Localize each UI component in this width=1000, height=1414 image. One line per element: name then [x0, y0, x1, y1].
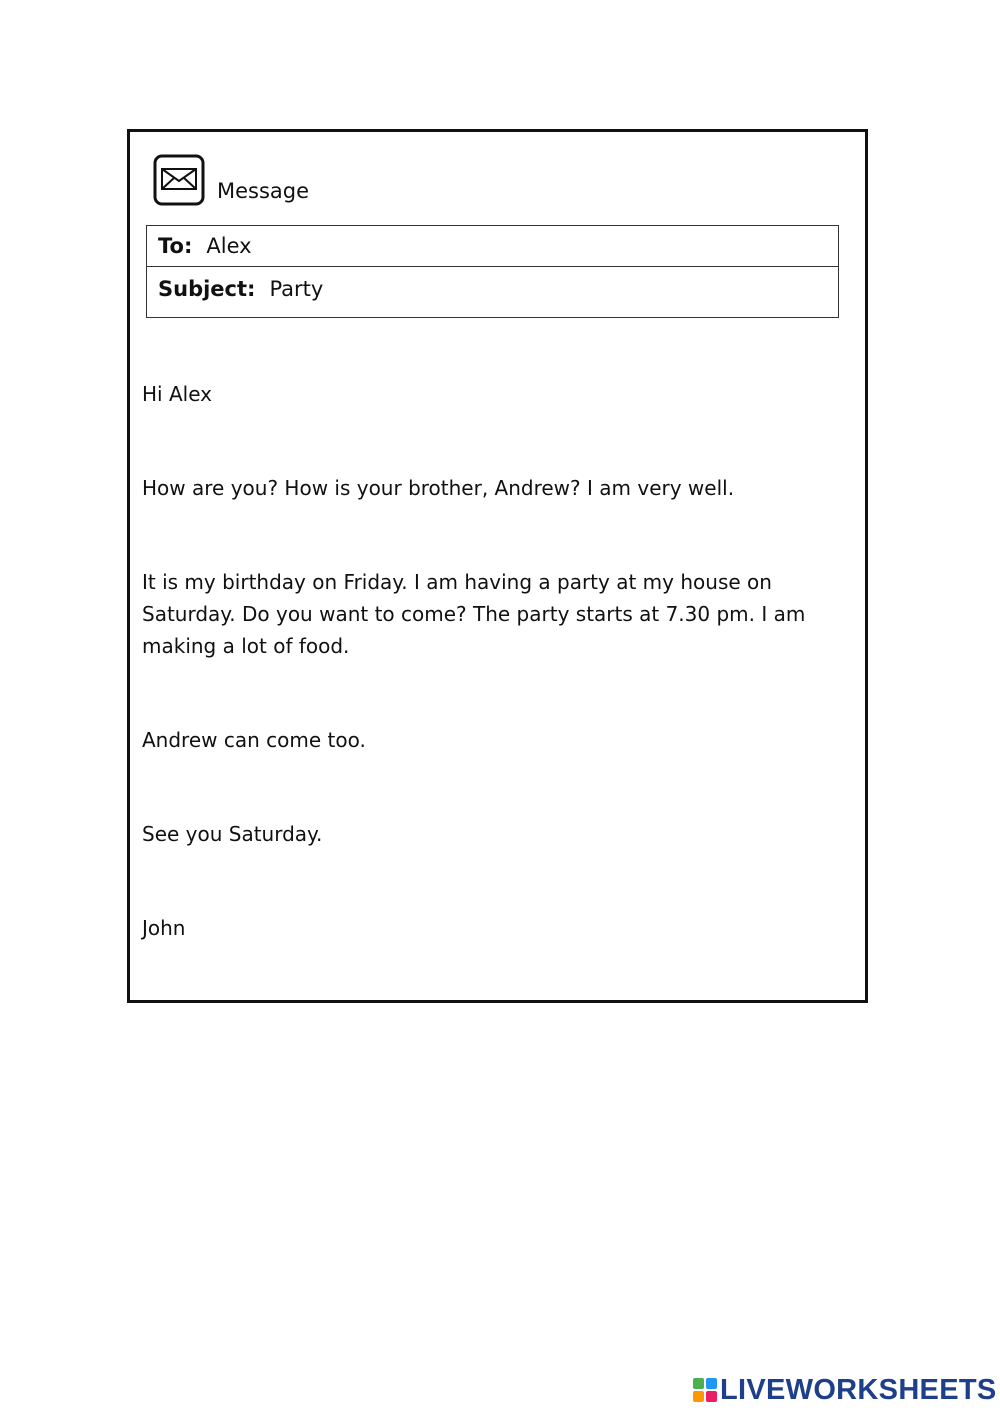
liveworksheets-logo-icon — [692, 1377, 718, 1403]
subject-label: Subject: — [158, 277, 256, 301]
email-greeting: Hi Alex — [142, 382, 212, 406]
to-value: Alex — [206, 234, 252, 258]
to-label: To: — [158, 234, 193, 258]
brand-name: LIVEWORKSHEETS — [720, 1374, 997, 1406]
email-paragraph: It is my birthday on Friday. I am having a party at my house on Saturday. Do you want to come? The party starts at 7.30 pm. I am making a lot of food. — [142, 570, 806, 658]
window-title: Message — [217, 179, 310, 203]
to-field — [147, 226, 838, 267]
subject-field — [147, 267, 838, 316]
email-paragraph: Andrew can come too. — [142, 728, 366, 752]
email-paragraph: See you Saturday. — [142, 822, 323, 846]
email-paragraph: How are you? How is your brother, Andrew? I am very well. — [142, 476, 735, 500]
envelope-icon — [153, 154, 205, 206]
subject-value: Party — [269, 277, 324, 301]
email-signature: John — [142, 916, 186, 940]
liveworksheets-brand — [692, 1374, 997, 1406]
email-header-fields — [146, 225, 839, 318]
email-message-frame — [127, 129, 868, 1003]
